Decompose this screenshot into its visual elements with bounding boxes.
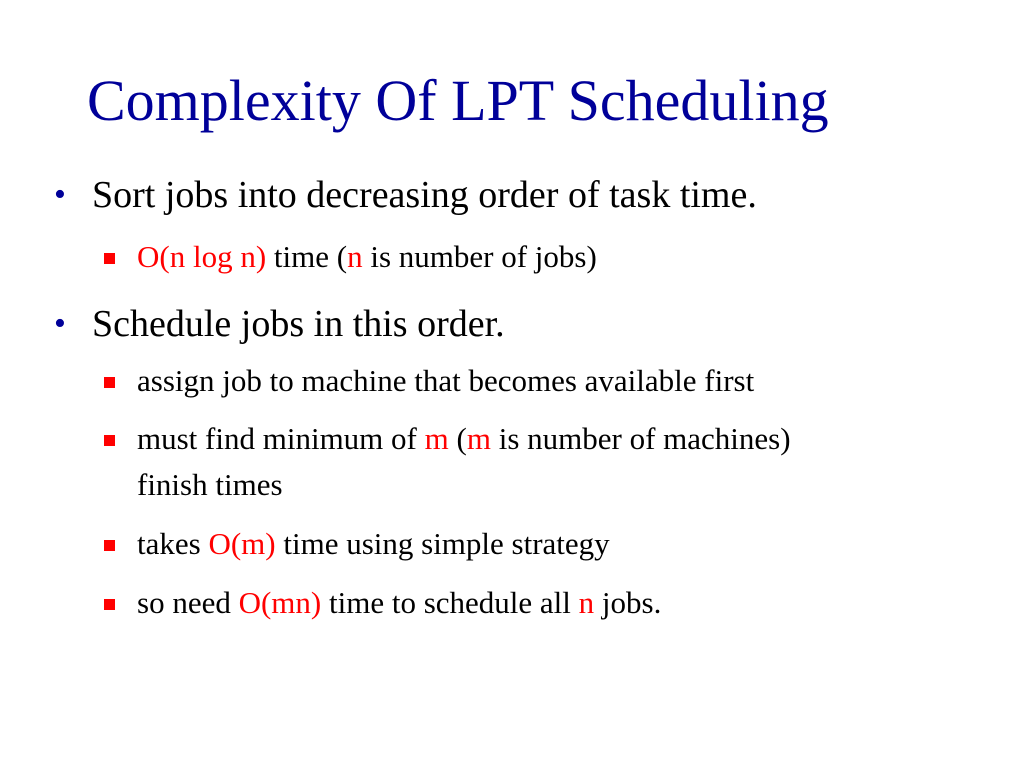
bullet-dot-icon: • <box>54 305 66 342</box>
text-segment: time to schedule all <box>321 585 579 620</box>
sub-bullet-text <box>137 525 610 563</box>
text-segment: time ( <box>266 239 348 274</box>
bullet-text: Schedule jobs in this order. <box>92 303 505 345</box>
sub-bullet-text: assign job to machine that becomes available first <box>137 363 755 398</box>
text-segment: jobs. <box>594 585 662 620</box>
slide-title: Complexity Of LPT Scheduling <box>87 68 829 133</box>
sub-bullet-text: finish times <box>137 467 283 502</box>
text-segment: time using simple strategy <box>275 526 610 561</box>
text-segment: is number of jobs) <box>362 239 597 274</box>
highlight-text: m <box>424 421 449 456</box>
bullet-text: Sort jobs into decreasing order of task time. <box>92 174 757 216</box>
text-segment: must find minimum of <box>137 421 425 456</box>
sub-bullet-text <box>137 584 661 622</box>
text-segment: takes <box>137 526 209 561</box>
square-bullet-icon <box>104 253 115 264</box>
square-bullet-icon <box>104 540 115 551</box>
highlight-text: n <box>347 239 363 274</box>
square-bullet-icon <box>104 435 115 446</box>
highlight-text: O(mn) <box>238 585 322 620</box>
square-bullet-icon <box>104 377 115 388</box>
text-segment: is number of machines) <box>490 421 791 456</box>
sub-bullet-text <box>137 238 597 276</box>
highlight-text: O(n log n) <box>137 239 267 274</box>
highlight-text: m <box>466 421 491 456</box>
bullet-dot-icon: • <box>54 176 66 213</box>
sub-bullet-text <box>137 420 791 458</box>
highlight-text: O(m) <box>208 526 276 561</box>
text-segment: ( <box>448 421 467 456</box>
highlight-text: n <box>578 585 595 620</box>
text-segment: so need <box>137 585 239 620</box>
square-bullet-icon <box>104 599 115 610</box>
